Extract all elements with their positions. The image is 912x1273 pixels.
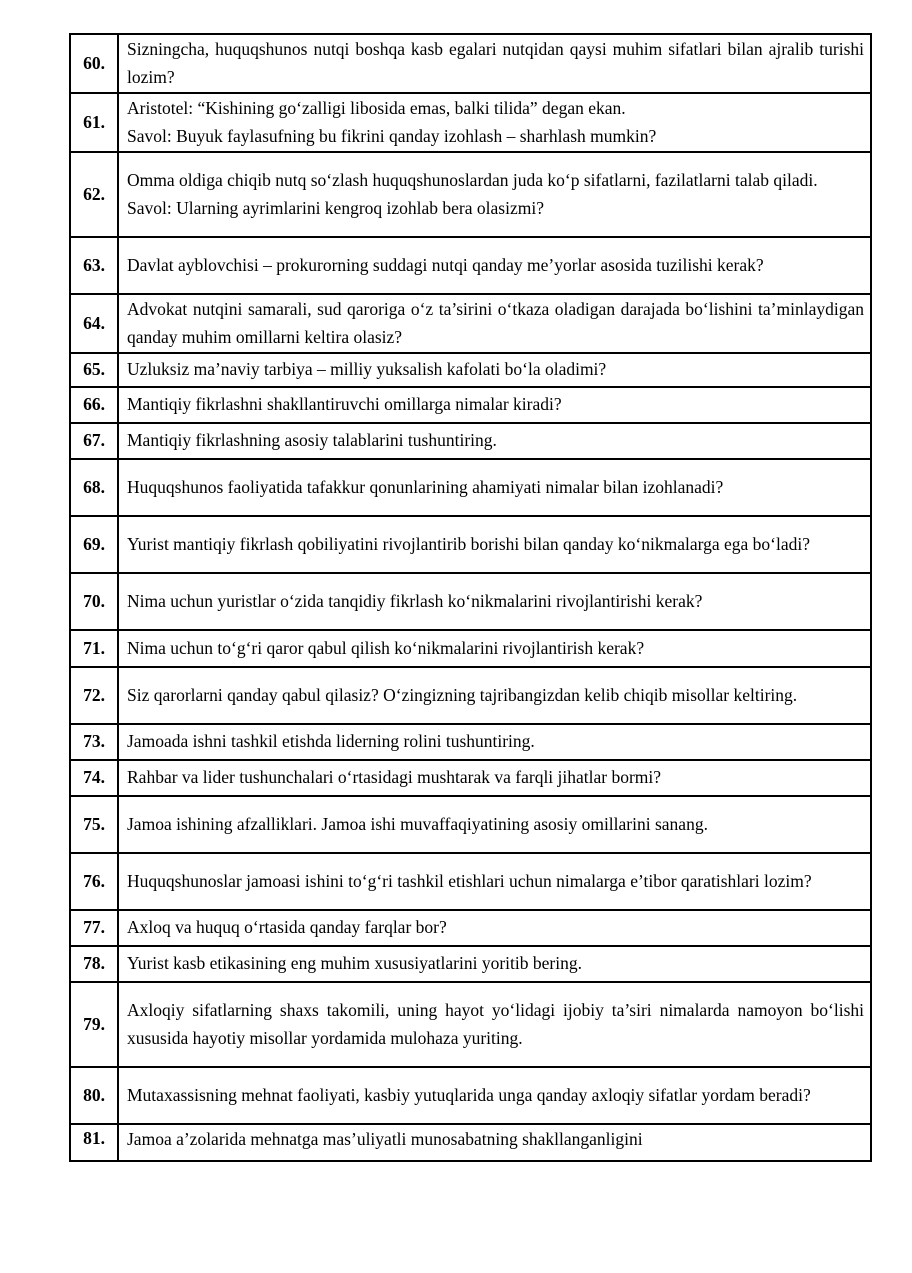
question-row [70,1124,871,1161]
question-row [70,34,871,93]
question-row [70,353,871,387]
question-text-line: Omma oldiga chiqib nutq so‘zlash huquqshunoslardan juda ko‘p sifatlarni, fazilatlarni talab qiladi. [127,170,818,190]
question-number: 80. [70,1067,118,1124]
question-text-line: Savol: Buyuk faylasufning bu fikrini qanday izohlash – sharhlash mumkin? [127,125,657,146]
question-text-line: Mantiqiy fikrlashning asosiy talablarini tushuntiring. [127,430,497,451]
question-text-line: Mutaxassisning mehnat faoliyati, kasbiy yutuqlarida unga qanday axloqiy sifatlar yordam beradi? [127,1084,811,1105]
question-text-line: Yurist kasb etikasining eng muhim xususiyatlarini yoritib bering. [127,953,582,974]
question-number: 77. [70,910,118,946]
question-number: 62. [70,152,118,237]
question-text-line: Mantiqiy fikrlashni shakllantiruvchi omillarga nimalar kiradi? [127,394,562,415]
question-row [70,516,871,573]
question-row [70,982,871,1067]
question-text [118,946,871,982]
question-row [70,93,871,152]
question-number: 64. [70,294,118,353]
question-number: 79. [70,982,118,1067]
question-row [70,853,871,910]
question-text [118,982,871,1067]
question-text-line: Nima uchun to‘g‘ri qaror qabul qilish ko‘nikmalarini rivojlantirish kerak? [127,637,645,658]
question-text-line: Huquqshunos faoliyatida tafakkur qonunlarining ahamiyati nimalar bilan izohlanadi? [127,476,724,497]
question-text [118,152,871,237]
question-text [118,423,871,459]
question-text-line: Axloq va huquq o‘rtasida qanday farqlar bor? [127,917,447,938]
question-number: 76. [70,853,118,910]
question-text [118,796,871,853]
question-text [118,294,871,353]
question-number: 73. [70,724,118,760]
question-row [70,573,871,630]
question-text [118,93,871,152]
question-text-line: Jamoada ishni tashkil etishda liderning rolini tushuntiring. [127,731,535,752]
question-number: 63. [70,237,118,294]
question-row [70,630,871,667]
question-number: 67. [70,423,118,459]
question-text-line: Advokat nutqini samarali, sud qaroriga o‘z ta’sirini o‘tkaza oladigan darajada bo‘lishini ta’minlaydigan qanday muhim omillarni keltira olasiz? [127,299,864,347]
question-text [118,853,871,910]
question-row [70,946,871,982]
question-number: 74. [70,760,118,796]
question-text-line: Uzluksiz ma’naviy tarbiya – milliy yuksalish kafolati bo‘la oladimi? [127,359,607,380]
question-text [118,34,871,93]
question-text [118,237,871,294]
question-number: 71. [70,630,118,667]
question-text [118,516,871,573]
question-text [118,459,871,516]
question-text-line: Axloqiy sifatlarning shaxs takomili, uning hayot yo‘lidagi ijobiy ta’siri nimalarda namoyon bo‘lishi xususida hayotiy misollar yordamida mulohaza yuriting. [127,1000,864,1048]
question-row [70,760,871,796]
question-text-line: Aristotel: “Kishining go‘zalligi libosida emas, balki tilida” degan ekan. [127,98,626,118]
question-number: 68. [70,459,118,516]
question-number: 66. [70,387,118,423]
question-text [118,630,871,667]
question-text [118,1067,871,1124]
question-text [118,760,871,796]
question-row [70,1067,871,1124]
question-row [70,423,871,459]
question-text-line: Savol: Ularning ayrimlarini kengroq izohlab bera olasizmi? [127,197,544,218]
question-text [118,573,871,630]
question-number: 65. [70,353,118,387]
question-text [118,387,871,423]
questions-table [69,33,872,1162]
question-number: 75. [70,796,118,853]
question-text-line: Huquqshunoslar jamoasi ishini to‘g‘ri tashkil etishlari uchun nimalarga e’tibor qaratishlari lozim? [127,870,812,891]
question-row [70,796,871,853]
question-text [118,910,871,946]
question-text-line: Jamoa a’zolarida mehnatga mas’uliyatli munosabatning shakllanganligini [127,1129,643,1149]
question-number: 81. [70,1124,118,1161]
question-row [70,667,871,724]
question-number: 69. [70,516,118,573]
question-row [70,237,871,294]
question-text [118,353,871,387]
question-text [118,667,871,724]
question-text [118,724,871,760]
question-text-line: Rahbar va lider tushunchalari o‘rtasidagi mushtarak va farqli jihatlar bormi? [127,767,662,788]
question-text-line: Davlat ayblovchisi – prokurorning suddagi nutqi qanday me’yorlar asosida tuzilishi kerak? [127,254,764,275]
question-number: 60. [70,34,118,93]
question-number: 78. [70,946,118,982]
question-row [70,459,871,516]
question-row [70,294,871,353]
question-number: 72. [70,667,118,724]
question-text-line: Sizningcha, huquqshunos nutqi boshqa kasb egalari nutqidan qaysi muhim sifatlari bilan ajralib turishi lozim? [127,39,864,87]
question-row [70,152,871,237]
question-text-line: Siz qarorlarni qanday qabul qilasiz? O‘zingizning tajribangizdan kelib chiqib misollar keltiring. [127,684,798,705]
question-row [70,910,871,946]
question-number: 70. [70,573,118,630]
questions-table-body [70,34,871,1161]
question-row [70,387,871,423]
question-number: 61. [70,93,118,152]
question-text-line: Nima uchun yuristlar o‘zida tanqidiy fikrlash ko‘nikmalarini rivojlantirishi kerak? [127,590,703,611]
question-row [70,724,871,760]
question-text-line: Yurist mantiqiy fikrlash qobiliyatini rivojlantirib borishi bilan qanday ko‘nikmalarga ega bo‘ladi? [127,533,811,554]
question-text [118,1124,871,1161]
question-text-line: Jamoa ishining afzalliklari. Jamoa ishi muvaffaqiyatining asosiy omillarini sanang. [127,813,708,834]
